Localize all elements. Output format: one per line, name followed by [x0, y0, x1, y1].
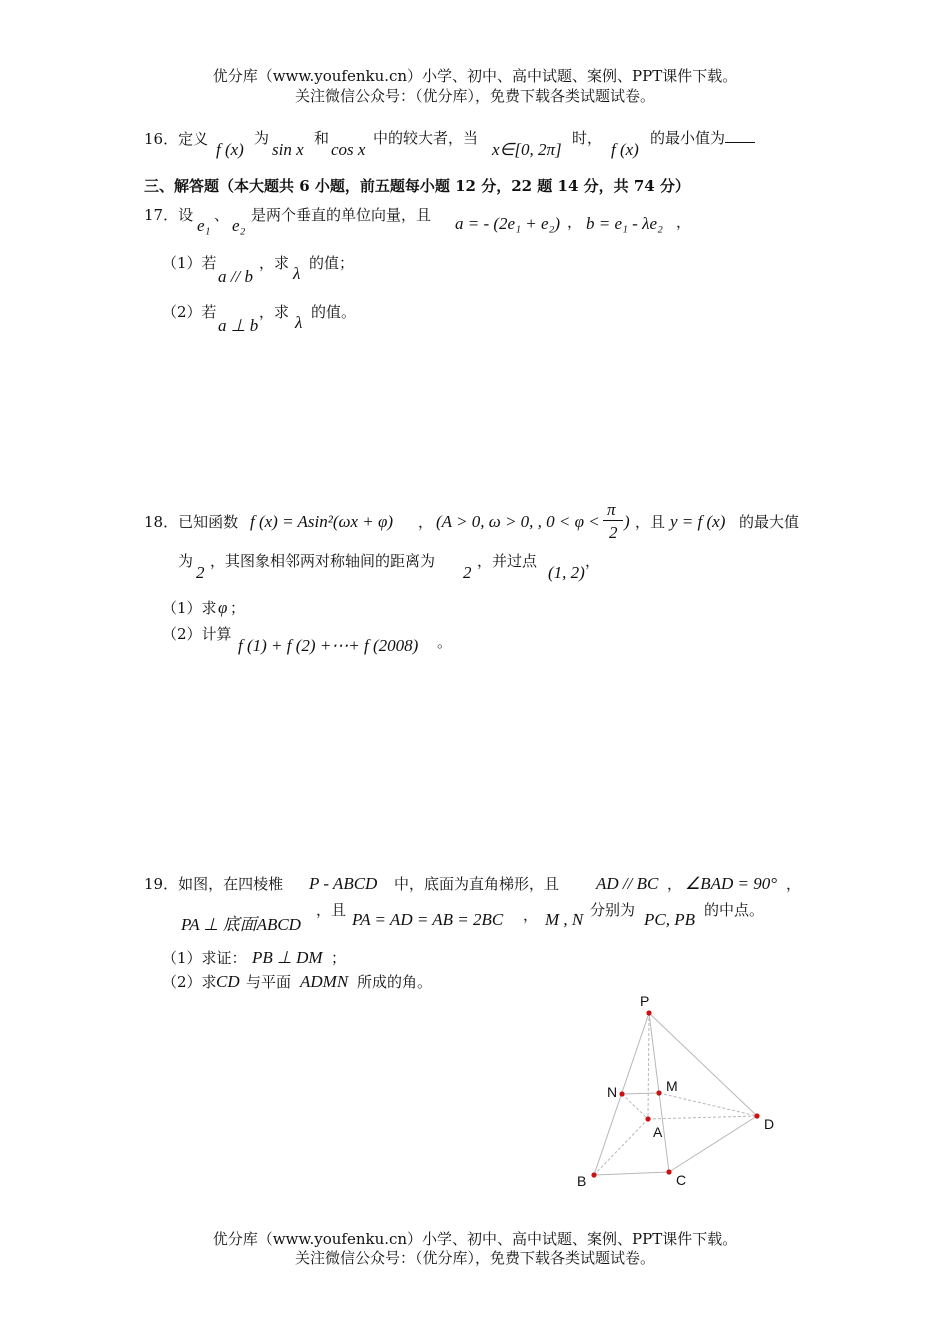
q19-line2-fenbie: 分别为	[590, 901, 636, 919]
q19-line2-equation: PA = AD = AB = 2BC	[352, 910, 504, 929]
q18-part2-label: （2）计算	[162, 625, 232, 643]
q19-number: 19．如图，在四棱椎	[144, 875, 284, 893]
q16-text-shi: 时，	[572, 129, 603, 147]
q18-line2-mid: ，其图象相邻两对称轴间的距离为	[210, 552, 436, 570]
q19-part2-plane: ADMN	[300, 972, 349, 991]
footer-line-2: 关注微信公众号：（优分库），免费下载各类试题试卷。	[294, 1249, 655, 1267]
q19-part1-label: （1）求证：	[162, 949, 247, 967]
label-m: M	[666, 1078, 678, 1094]
q18-y-fx: y = f (x)	[670, 512, 726, 531]
q16-cosx: cos x	[331, 140, 366, 159]
label-d: D	[764, 1116, 775, 1132]
point-m	[656, 1090, 661, 1095]
q19-comma-2: ，	[786, 875, 802, 893]
q19-line2-qie: ，且	[316, 901, 347, 919]
q17-part2-mid: ，求	[259, 303, 290, 321]
q18-two: 2	[609, 523, 618, 542]
point-d	[754, 1113, 759, 1118]
segment-md	[659, 1093, 757, 1116]
q17-part1-cond: a // b	[218, 267, 253, 286]
q18-condition: (A > 0, ω > 0, , 0 < φ <	[436, 512, 600, 531]
q18-number: 18．已知函数	[144, 513, 239, 531]
q18-qie: ，且	[635, 513, 666, 531]
q17-part2-label: （2）若	[162, 303, 217, 321]
point-p	[646, 1010, 651, 1015]
q18-line2-pass: ，并过点	[477, 552, 538, 570]
segment-nm	[622, 1093, 659, 1094]
answer-blank	[725, 128, 755, 143]
point-a	[645, 1116, 650, 1121]
edge-ad	[648, 1116, 757, 1119]
footer-line-1: 优分库（www.youfenku.cn）小学、初中、高中试题、案例、PPT课件下载。	[212, 1230, 738, 1248]
header-line-2: 关注微信公众号：（优分库），免费下载各类试题试卷。	[294, 87, 655, 105]
point-c	[666, 1169, 671, 1174]
q16-sinx: sin x	[272, 140, 304, 159]
q19-part2-end: 所成的角。	[357, 973, 433, 991]
pyramid-figure	[560, 990, 790, 1195]
q16-domain: x∈[0, 2π]	[492, 140, 562, 159]
label-p: P	[640, 993, 650, 1009]
q17-part1-lambda: λ	[293, 264, 301, 283]
q18-line2-wei: 为	[178, 552, 194, 570]
q18-part1-phi: φ	[218, 598, 228, 617]
q16-text-he: 和	[314, 129, 330, 147]
q17-part2-cond: a ⊥ b	[218, 316, 259, 335]
fraction-bar	[603, 520, 623, 521]
q18-part1-label: （1）求	[162, 599, 217, 617]
q19-line2-mn: M , N	[545, 910, 584, 929]
q16-fx: f (x)	[216, 140, 244, 159]
point-b	[591, 1172, 596, 1177]
q16-number: 16．定义	[144, 130, 209, 148]
q18-function: f (x) = Asin²(ωx + φ)	[250, 512, 394, 531]
q16-text-wei: 为	[254, 129, 270, 147]
q17-b-def: b = e₁ - λe₂	[586, 214, 663, 233]
q17-comma: ，	[567, 213, 583, 231]
point-n	[619, 1091, 624, 1096]
q17-part1-end: 的值；	[309, 254, 355, 272]
header-line-1: 优分库（www.youfenku.cn）小学、初中、高中试题、案例、PPT课件下载。	[212, 67, 738, 85]
q19-line2-pc-pb: PC, PB	[644, 910, 695, 929]
q19-parallel: AD // BC	[596, 874, 659, 893]
label-c: C	[676, 1172, 687, 1188]
q19-part2-label: （2）求	[162, 973, 217, 991]
q18-pi: π	[607, 500, 616, 519]
section-3-title: 三、解答题（本大题共 6 小题，前五题每小题 12 分，22 题 14 分，共 74 分）	[144, 177, 690, 195]
q19-part1-statement: PB ⊥ DM	[252, 948, 323, 967]
q17-e2: e₂	[232, 216, 246, 235]
q17-e1: e₁	[197, 216, 211, 235]
q18-max: 的最大值	[739, 513, 800, 531]
q19-line2-end: 的中点。	[704, 901, 765, 919]
q17-part2-lambda: λ	[295, 313, 303, 332]
q17-dun: 、	[214, 206, 230, 224]
q19-line2-pa-perp: PA ⊥ 底面ABCD	[181, 915, 301, 934]
label-n: N	[607, 1084, 618, 1100]
q18-cond-close: )	[624, 512, 630, 531]
q17-comma-2: ，	[676, 213, 692, 231]
edge-bc	[594, 1172, 669, 1175]
q17-part1-mid: ，求	[259, 254, 290, 272]
q17-a-def: a = - (2e₁ + e₂)	[455, 214, 561, 233]
q18-line2-end: ，	[585, 552, 601, 570]
edge-pd	[649, 1013, 757, 1116]
q19-comma-1: ，	[667, 875, 683, 893]
q16-text-end: 的最小值为	[650, 128, 755, 148]
label-b: B	[577, 1173, 587, 1189]
q19-pyramid: P - ABCD	[309, 874, 378, 893]
q18-part1-end: ；	[230, 599, 246, 617]
q18-part2-end: 。	[437, 633, 453, 651]
q18-comma: ，	[418, 513, 434, 531]
q19-part2-cd: CD	[216, 972, 240, 991]
q17-stem: 是两个垂直的单位向量，且	[251, 206, 432, 224]
q19-line2-comma: ，	[523, 906, 539, 924]
q17-number: 17．设	[144, 206, 194, 224]
q16-text-middle: 中的较大者，当	[373, 129, 479, 147]
q18-line2-point: (1, 2)	[548, 563, 585, 582]
q19-part1-end: ；	[331, 949, 347, 967]
q17-part2-end: 的值。	[311, 303, 357, 321]
label-a: A	[653, 1124, 663, 1140]
edge-ab	[594, 1119, 648, 1175]
q18-line2-value: 2	[196, 563, 205, 582]
q16-fx-2: f (x)	[611, 140, 639, 159]
q18-line2-dist: 2	[463, 563, 472, 582]
q19-part2-mid: 与平面	[246, 973, 292, 991]
q18-part2-sum: f (1) + f (2) +⋯+ f (2008)	[238, 636, 419, 655]
edge-pa	[648, 1013, 649, 1119]
segment-na	[622, 1094, 648, 1119]
q19-stem: 中，底面为直角梯形，且	[394, 875, 560, 893]
q19-angle: ∠BAD = 90°	[685, 874, 778, 893]
edge-cd	[669, 1116, 757, 1172]
q17-part1-label: （1）若	[162, 254, 217, 272]
